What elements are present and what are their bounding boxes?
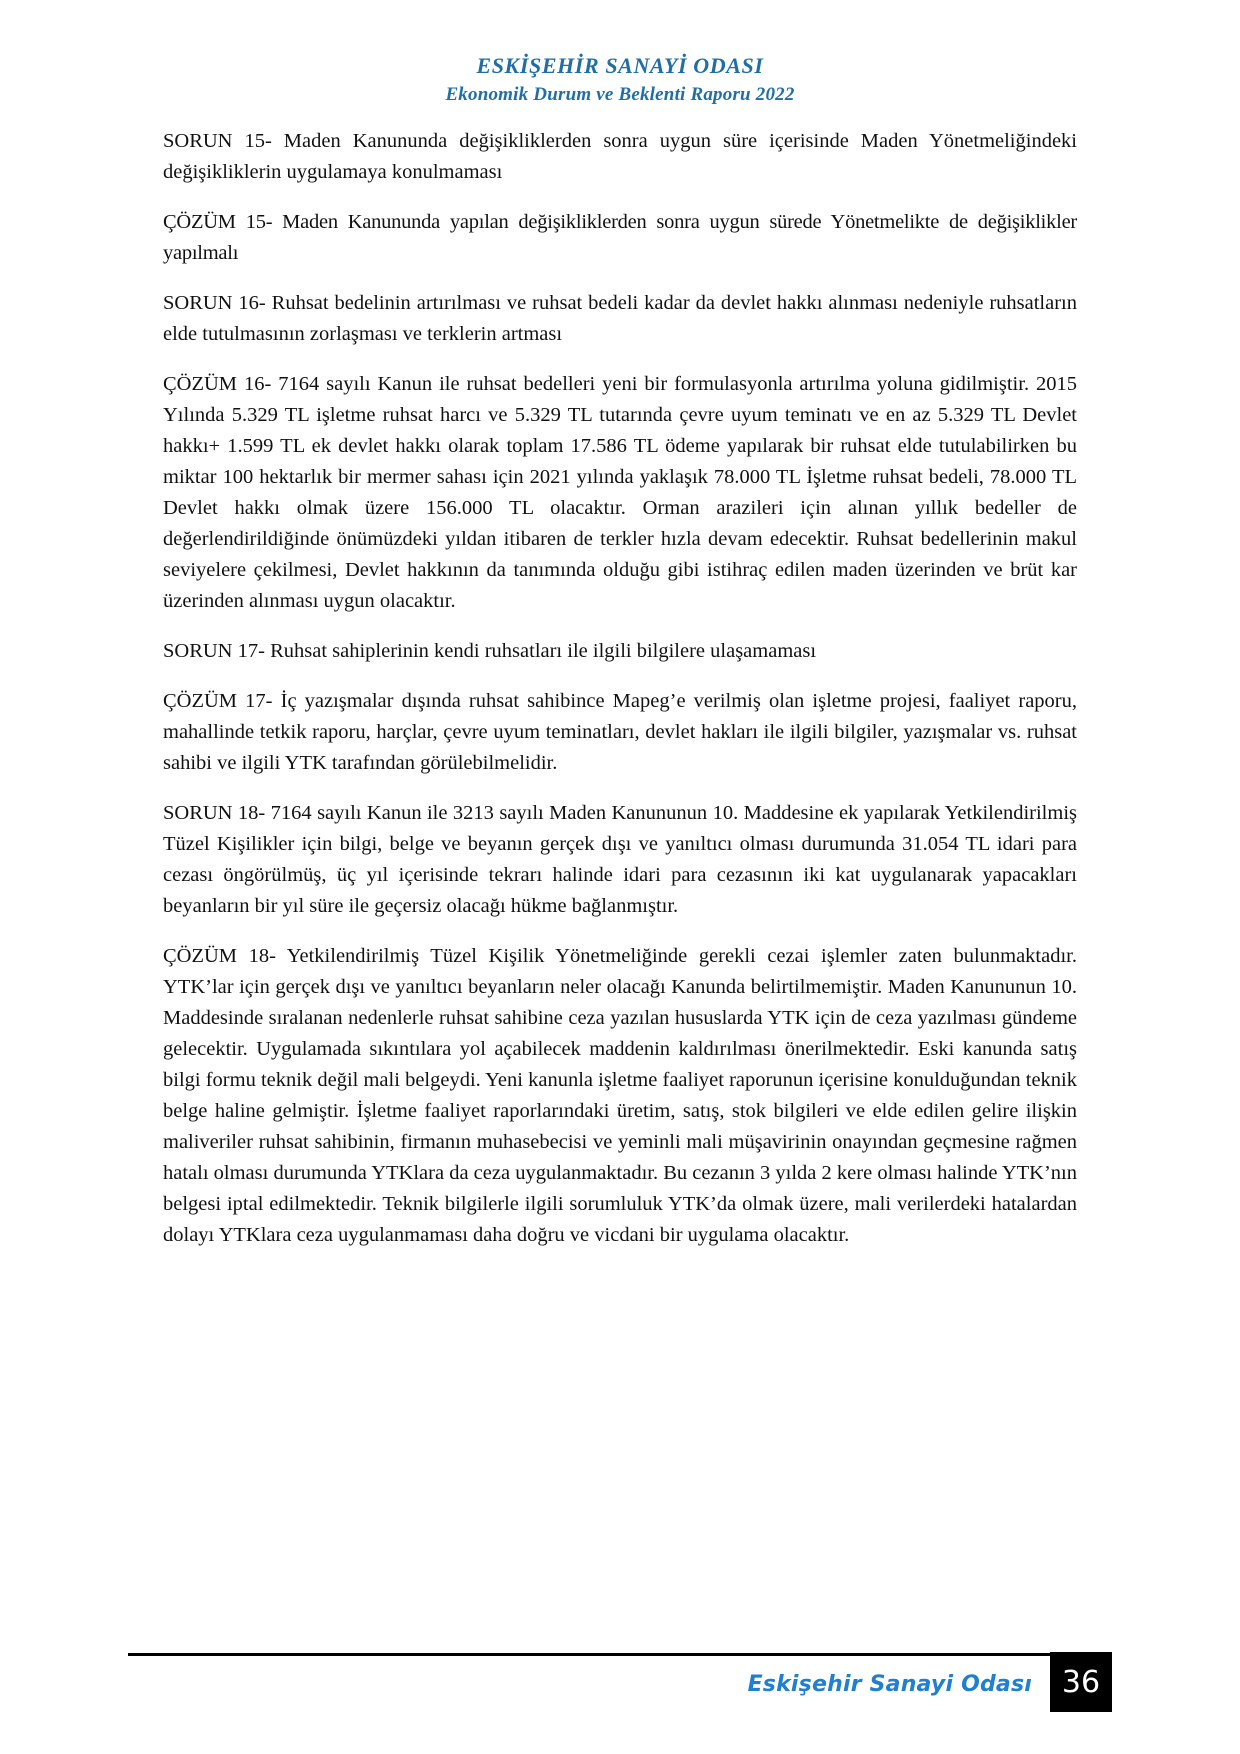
paragraph-cozum-15: ÇÖZÜM 15- Maden Kanununda yapılan değişikliklerden sonra uygun sürede Yönetmelikte de değişiklikler yapılmalı (163, 211, 1077, 264)
paragraph-cozum-16: ÇÖZÜM 16- 7164 sayılı Kanun ile ruhsat bedelleri yeni bir formulasyonla artırılma yoluna gidilmiştir. 2015 Yılında 5.329 TL işletme ruhsat harcı ve 5.329 TL tutarında çevre uyum teminatı ve en az 5.329 TL Devlet hakkı+ 1.599 TL ek devlet hakkı olarak toplam 17.586 TL ödeme yapılarak bir ruhsat elde tutulabilirken bu miktar 100 hektarlık bir mermer sahası için 2021 yılında yaklaşık 78.000 TL İşletme ruhsat bedeli, 78.000 TL Devlet hakkı olmak üzere 156.000 TL olacaktır. Orman arazileri için alınan yıllık bedeller de değerlendirildiğinde önümüzdeki yıldan itibaren de terkler hızla devam edecektir. Ruhsat bedellerinin makul seviyelere çekilmesi, Devlet hakkının da tanımında olduğu gibi istihraç edilen maden üzerinden ve brüt kar üzerinden alınması uygun olacaktır. (163, 373, 1077, 612)
document-body (163, 126, 1077, 1251)
paragraph-sorun-15: SORUN 15- Maden Kanununda değişikliklerden sonra uygun süre içerisinde Maden Yönetmeliğindeki değişikliklerin uygulamaya konulmaması (163, 130, 1077, 183)
page-header (0, 0, 1240, 107)
page-footer (128, 1653, 1112, 1712)
paragraph-sorun-18: SORUN 18- 7164 sayılı Kanun ile 3213 sayılı Maden Kanununun 10. Maddesine ek yapılarak Yetkilendirilmiş Tüzel Kişilikler için bilgi, belge ve beyanın gerçek dışı ve yanıltıcı olması durumunda 31.054 TL idari para cezası öngörülmüş, üç yıl içerisinde tekrarı halinde idari para cezasının iki kat uygulanarak yapacakları beyanların bir yıl süre ile geçersiz olacağı hükme bağlanmıştır. (163, 802, 1077, 917)
page-number-badge: 36 (1050, 1652, 1112, 1712)
paragraph-sorun-17: SORUN 17- Ruhsat sahiplerinin kendi ruhsatları ile ilgili bilgilere ulaşamaması (163, 640, 817, 662)
paragraph-sorun-16: SORUN 16- Ruhsat bedelinin artırılması ve ruhsat bedeli kadar da devlet hakkı alınması nedeniyle ruhsatların elde tutulmasının zorlaşması ve terklerin artması (163, 292, 1077, 345)
header-organization-title: ESKİŞEHİR SANAYİ ODASI (476, 53, 764, 78)
footer-brand-label: Eskişehir Sanayi Odası (747, 1671, 1032, 1697)
paragraph-cozum-17: ÇÖZÜM 17- İç yazışmalar dışında ruhsat sahibince Mapeg’e verilmiş olan işletme projesi, faaliyet raporu, mahallinde tetkik raporu, harçlar, çevre uyum teminatları, devlet hakları ile ilgili bilgiler, yazışmalar vs. ruhsat sahibi ve ilgili YTK tarafından görülebilmelidir. (163, 690, 1077, 774)
paragraph-cozum-18: ÇÖZÜM 18- Yetkilendirilmiş Tüzel Kişilik Yönetmeliğinde gerekli cezai işlemler zaten bulunmaktadır. YTK’lar için gerçek dışı ve yanıltıcı beyanların neler olacağı Kanunda belirtilmemiştir. Maden Kanununun 10. Maddesinde sıralanan nedenlerle ruhsat sahibine ceza yazılan hususlarda YTK için de ceza yazılması gündeme gelecektir. Uygulamada sıkıntılara yol açabilecek maddenin kaldırılması önerilmektedir. Eski kanunda satış bilgi formu teknik değil mali belgeydi. Yeni kanunla işletme faaliyet raporunun içerisine konulduğundan teknik belge haline gelmiştir. İşletme faaliyet raporlarındaki üretim, satış, stok bilgileri ve elde edilen gelire ilişkin maliveriler ruhsat sahibinin, firmanın muhasebecisi ve yeminli mali müşavirinin onayından geçmesine rağmen hatalı olması durumunda YTKlara da ceza uygulanmaktadır. Bu cezanın 3 yılda 2 kere olması halinde YTK’nın belgesi iptal edilmektedir. Teknik bilgilerle ilgili sorumluluk YTK’da olmak üzere, mali verilerdeki hatalardan dolayı YTKlara ceza uygulanmaması daha doğru ve vicdani bir uygulama olacaktır. (163, 945, 1077, 1246)
header-report-subtitle: Ekonomik Durum ve Beklenti Raporu 2022 (445, 83, 795, 105)
footer-content (128, 1656, 1112, 1712)
